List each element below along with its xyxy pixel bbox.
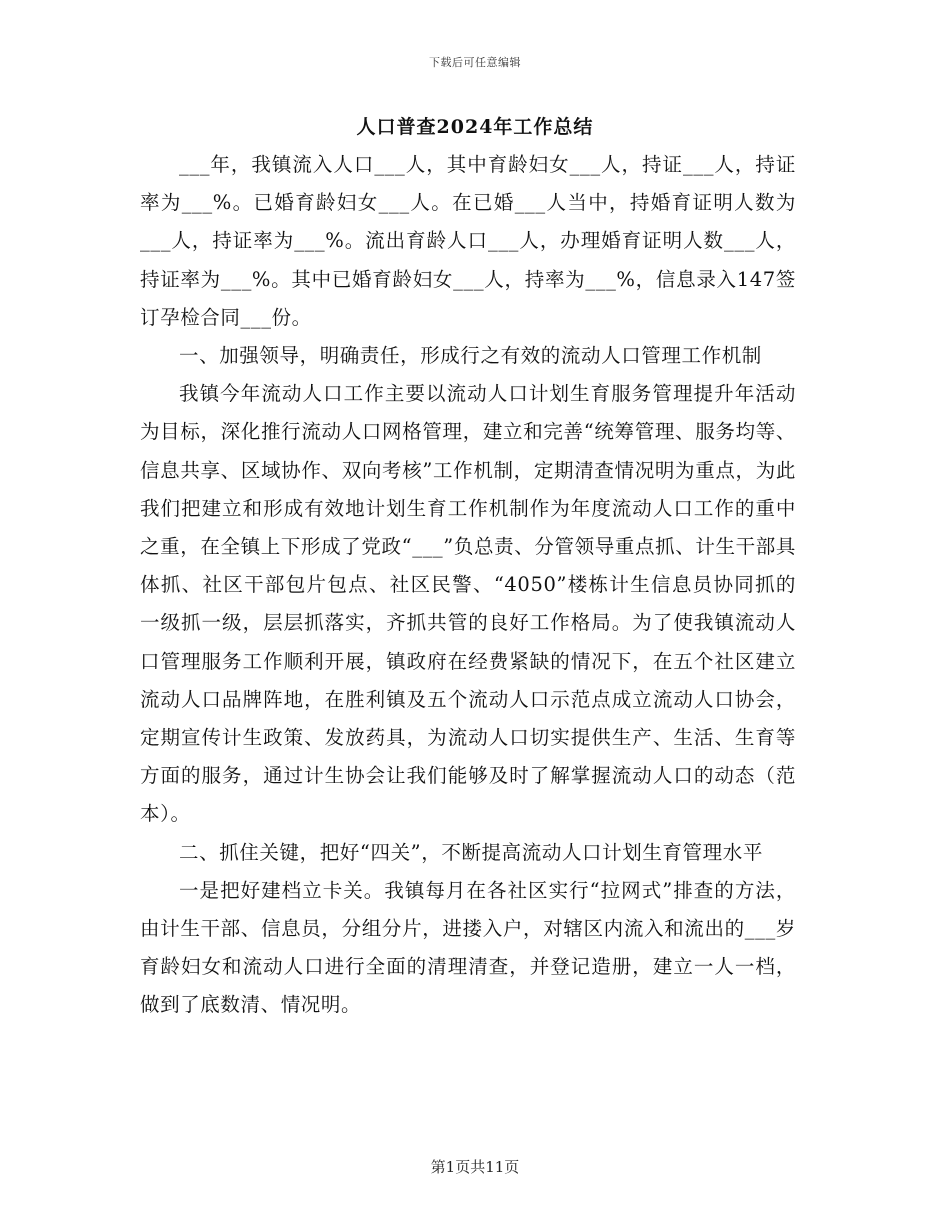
page-number: 第1页共11页 xyxy=(430,1158,520,1176)
paragraph-statistics: ___年，我镇流入人口___人，其中育龄妇女___人，持证___人，持证率为___%。已婚育龄妇女___人。在已婚___人当中，持婚育证明人数为___人，持证率为___%。流出育龄人口___人，办理婚育证明人数___人，持证率为___%。其中已婚育龄妇女___人，持率为___%，信息录入147签订孕检合同___份。 xyxy=(140,153,796,329)
document-title: 人口普查2024年工作总结 xyxy=(356,116,594,138)
section-heading-1: 一、加强领导，明确责任，形成行之有效的流动人口管理工作机制 xyxy=(179,344,762,368)
paragraph-mechanism: 我镇今年流动人口工作主要以流动人口计划生育服务管理提升年活动为目标，深化推行流动人口网格管理，建立和完善“统筹管理、服务均等、信息共享、区域协作、双向考核”工作机制，定期清查情况明为重点，为此我们把建立和形成有效地计划生育工作机制作为年度流动人口工作的重中之重，在全镇上下形成了党政“___”负总责、分管领导重点抓、计生干部具体抓、社区干部包片包点、社区民警、“4050”楼栋计生信息员协同抓的一级抓一级，层层抓落实，齐抓共管的良好工作格局。为了使我镇流动人口管理服务工作顺利开展，镇政府在经费紧缺的情况下，在五个社区建立流动人口品牌阵地，在胜利镇及五个流动人口示范点成立流动人口协会，定期宣传计生政策、发放药具，为流动人口切实提供生产、生活、生育等方面的服务，通过计生协会让我们能够及时了解掌握流动人口的动态（范本）。 xyxy=(140,382,796,826)
section-heading-2: 二、抓住关键，把好“四关”，不断提高流动人口计划生育管理水平 xyxy=(179,840,763,864)
header-note: 下载后可任意编辑 xyxy=(429,56,521,69)
document-body xyxy=(140,146,796,1025)
paragraph-archive: 一是把好建档立卡关。我镇每月在各社区实行“拉网式”排查的方法，由计生干部、信息员，分组分片，进搂入户，对辖区内流入和流出的___岁育龄妇女和流动人口进行全面的清理清查，并登记造册，建立一人一档，做到了底数清、情况明。 xyxy=(140,878,796,1017)
